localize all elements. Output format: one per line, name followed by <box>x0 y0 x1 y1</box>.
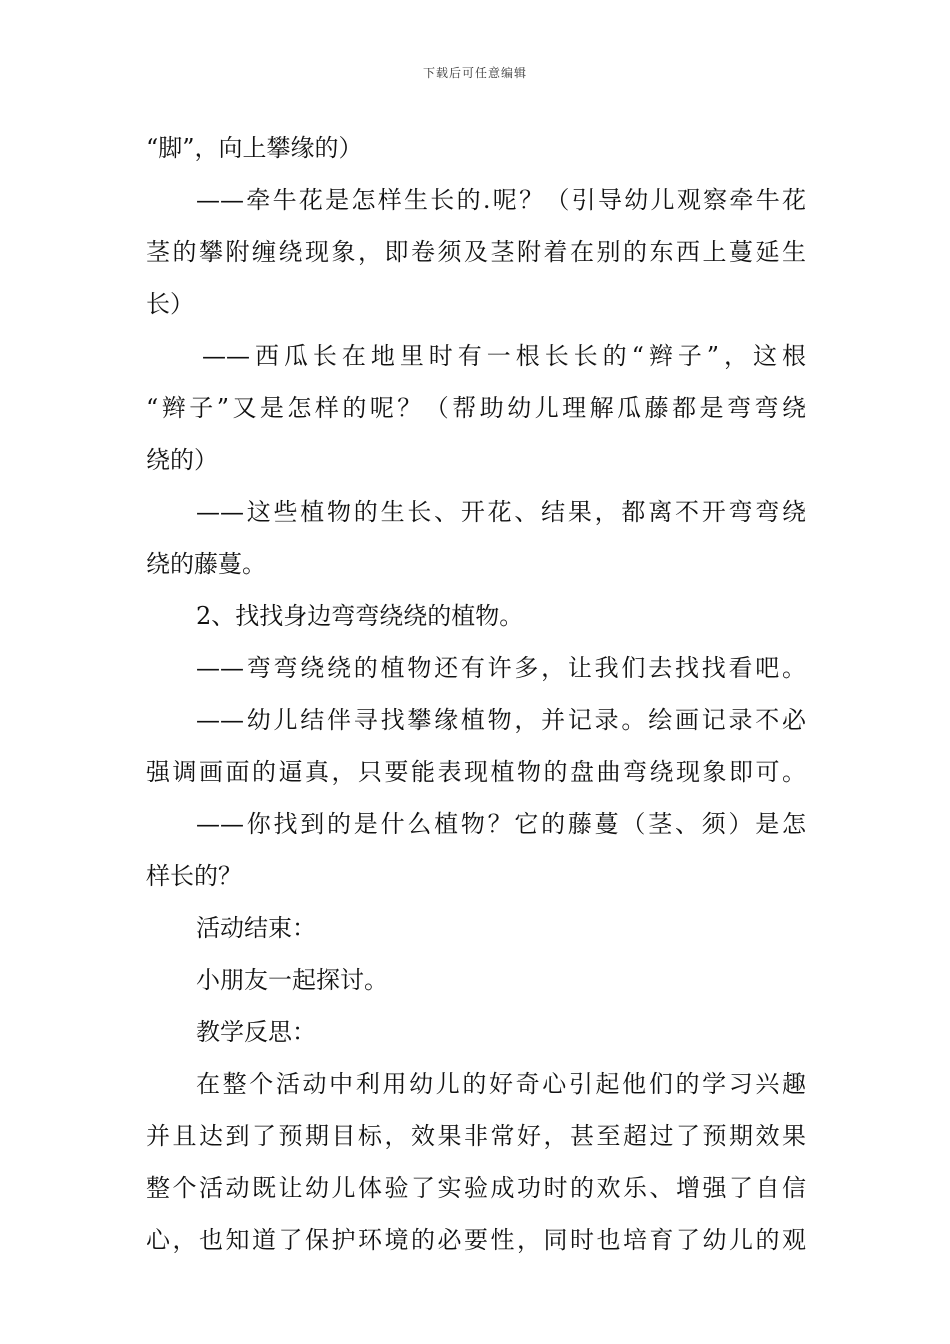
text-line: ——你找到的是什么植物？它的藤蔓（茎、须）是怎 <box>196 810 806 838</box>
text-line: 绕的） <box>146 446 218 474</box>
text-line: 样长的？ <box>146 862 242 890</box>
text-line: ——幼儿结伴寻找攀缘植物，并记录。绘画记录不必 <box>196 706 806 734</box>
text-line: ——弯弯绕绕的植物还有许多，让我们去找找看吧。 <box>196 654 806 682</box>
text-line: “辫子”又是怎样的呢？（帮助幼儿理解瓜藤都是弯弯绕 <box>146 394 806 422</box>
text-line: 长） <box>146 290 194 318</box>
text-line: 绕的藤蔓。 <box>146 550 266 578</box>
text-line: 并且达到了预期目标，效果非常好，甚至超过了预期效果 <box>146 1122 806 1150</box>
text-line: 2、找找身边弯弯绕绕的植物。 <box>196 602 524 630</box>
text-line: ——这些植物的生长、开花、结果，都离不开弯弯绕 <box>196 498 806 526</box>
text-line: “脚”，向上攀缘的） <box>146 134 363 162</box>
text-line: 在整个活动中利用幼儿的好奇心引起他们的学习兴趣 <box>196 1070 806 1098</box>
text-line: 心，也知道了保护环境的必要性，同时也培育了幼儿的观 <box>146 1226 806 1254</box>
text-line: 小朋友一起探讨。 <box>196 966 388 994</box>
text-line: 茎的攀附缠绕现象，即卷须及茎附着在别的东西上蔓延生 <box>146 238 806 266</box>
text-line: 强调画面的逼真，只要能表现植物的盘曲弯绕现象即可。 <box>146 758 806 786</box>
text-line: 整个活动既让幼儿体验了实验成功时的欢乐、增强了自信 <box>146 1174 806 1202</box>
text-line: ——牵牛花是怎样生长的.呢？（引导幼儿观察牵牛花 <box>196 186 806 214</box>
page-header: 下载后可任意编辑 <box>422 66 527 80</box>
text-line: ——西瓜长在地里时有一根长长的“辫子”，这根 <box>202 342 806 370</box>
section-heading: 活动结束： <box>196 914 316 942</box>
section-heading: 教学反思： <box>196 1018 316 1046</box>
document-body <box>146 128 806 1272</box>
